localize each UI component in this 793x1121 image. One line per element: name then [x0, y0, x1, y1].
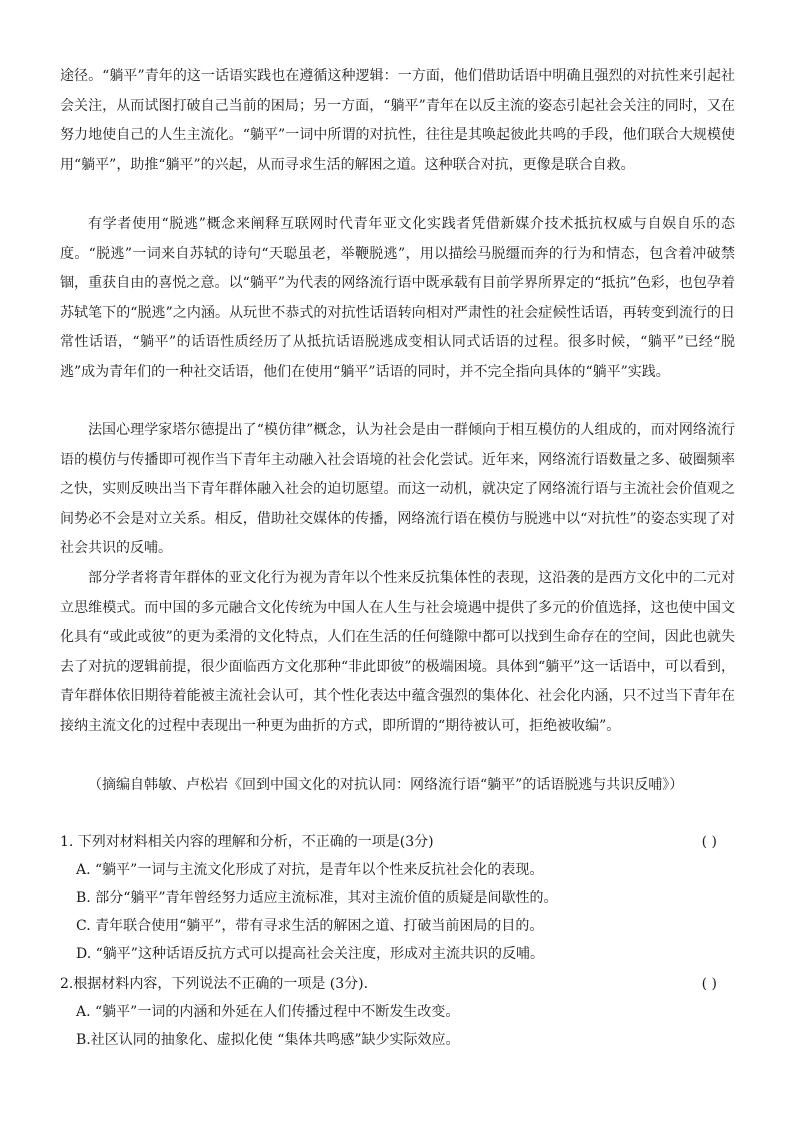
question-1-text: 1. 下列对材料相关内容的理解和分析，不正确的一项是(3分): [60, 834, 434, 850]
option-d: D. “躺平”这种话语反抗方式可以提高社会关注度，形成对主流共识的反哺。: [76, 946, 544, 962]
option-c: C. 青年联合使用“躺平”，带有寻求生活的解困之道、打破当前困局的目的。: [76, 918, 544, 934]
paragraph-4: 部分学者将青年群体的亚文化行为视为青年以个性来反抗集体性的表现，这沿袭的是西方文化中的二元对立思维模式。而中国的多元融合文化传统为中国人在人生与社会境遇中提供了多元的价值选择，这也使中国文化具有“或此或彼”的更为柔滑的文化特点，人们在生活的任何缝隙中都可以找到生命存在的空间，因此也就失去了对抗的逻辑前提，很少面临西方文化那种“非此即彼”的极端困境。具体到“躺平”这一话语中，可以看到，青年群体依旧期待着能被主流社会认可，其个性化表达中蕴含强烈的集体化、社会化内涵，只不过当下青年在接纳主流文化的过程中表现出一种更为曲折的方式，即所谓的“期待被认可，拒绝被收编”。: [60, 570, 735, 734]
question-2-stem: [60, 970, 735, 998]
answer-blank: ( ): [701, 834, 717, 850]
answer-blank: ( ): [701, 976, 717, 992]
question-2-text: 2.根据材料内容，下列说法不正确的一项是 (3分).: [60, 976, 369, 992]
option-b: B. 部分“躺平”青年曾经努力适应主流标准，其对主流价值的质疑是间歇性的。: [76, 890, 558, 906]
question-2: [60, 970, 735, 1054]
paragraph-2: 有学者使用“脱逃”概念来阐释互联网时代青年亚文化实践者凭借新媒介技术抵抗权威与自娱自乐的态度。“脱逃”一词来自苏轼的诗句“天聪虽老，举鞭脱逃”，用以描绘马脱缰而奔的行为和情态，包含着冲破禁锢，重获自由的喜悦之意。以“躺平”为代表的网络流行语中既承载有目前学界所界定的“抵抗”色彩，也包孕着苏轼笔下的“脱逃”之内涵。从玩世不恭式的对抗性话语转向相对严肃性的社会症候性话语，再转变到流行的日常性话语，“躺平”的话语性质经历了从抵抗话语脱逃成变相认同式话语的过程。很多时候，“躺平”已经“脱逃”成为青年们的一种社交话语，他们在使用“躺平”话语的同时，并不完全指向具体的“躺平”实践。: [60, 216, 735, 380]
question-1-stem: [60, 828, 735, 856]
paragraph-1: 途径。“躺平”青年的这一话语实践也在遵循这种逻辑：一方面，他们借助话语中明确且强烈的对抗性来引起社会关注，从而试图打破自己当前的困局；另一方面，“躺平”青年在以反主流的姿态引起社会关注的同时，又在努力地使自己的人生主流化。“躺平”一词中所谓的对抗性，往往是其唤起彼此共鸣的手段，他们联合大规模使用“躺平”，助推“躺平”的兴起，从而寻求生活的解困之道。这种联合对抗，更像是联合自救。: [60, 68, 735, 173]
question-1: [60, 828, 735, 968]
paragraph-3: 法国心理学家塔尔德提出了“模仿律”概念，认为社会是由一群倾向于相互模仿的人组成的，而对网络流行语的模仿与传播即可视作当下青年主动融入社会语境的社会化尝试。近年来，网络流行语数量之多、破圈频率之快，实则反映出当下青年群体融入社会的迫切愿望。而这一动机，就决定了网络流行语与主流社会价值观之间势必不会是对立关系。相反，借助社交媒体的传播，网络流行语在模仿与脱逃中以“对抗性”的姿态实现了对社会共识的反哺。: [60, 422, 735, 557]
option-a: A. “躺平”一词的内涵和外延在人们传播过程中不断发生改变。: [76, 1004, 460, 1020]
option-b: B.社区认同的抽象化、虚拟化使 “集体共鸣感”缺少实际效应。: [76, 1032, 460, 1048]
option-a: A. “躺平”一词与主流文化形成了对抗，是青年以个性来反抗社会化的表现。: [76, 862, 544, 878]
source-citation: （摘编自韩敏、卢松岩《回到中国文化的对抗认同：网络流行语“躺平”的话语脱逃与共识反哺》）: [88, 777, 684, 793]
